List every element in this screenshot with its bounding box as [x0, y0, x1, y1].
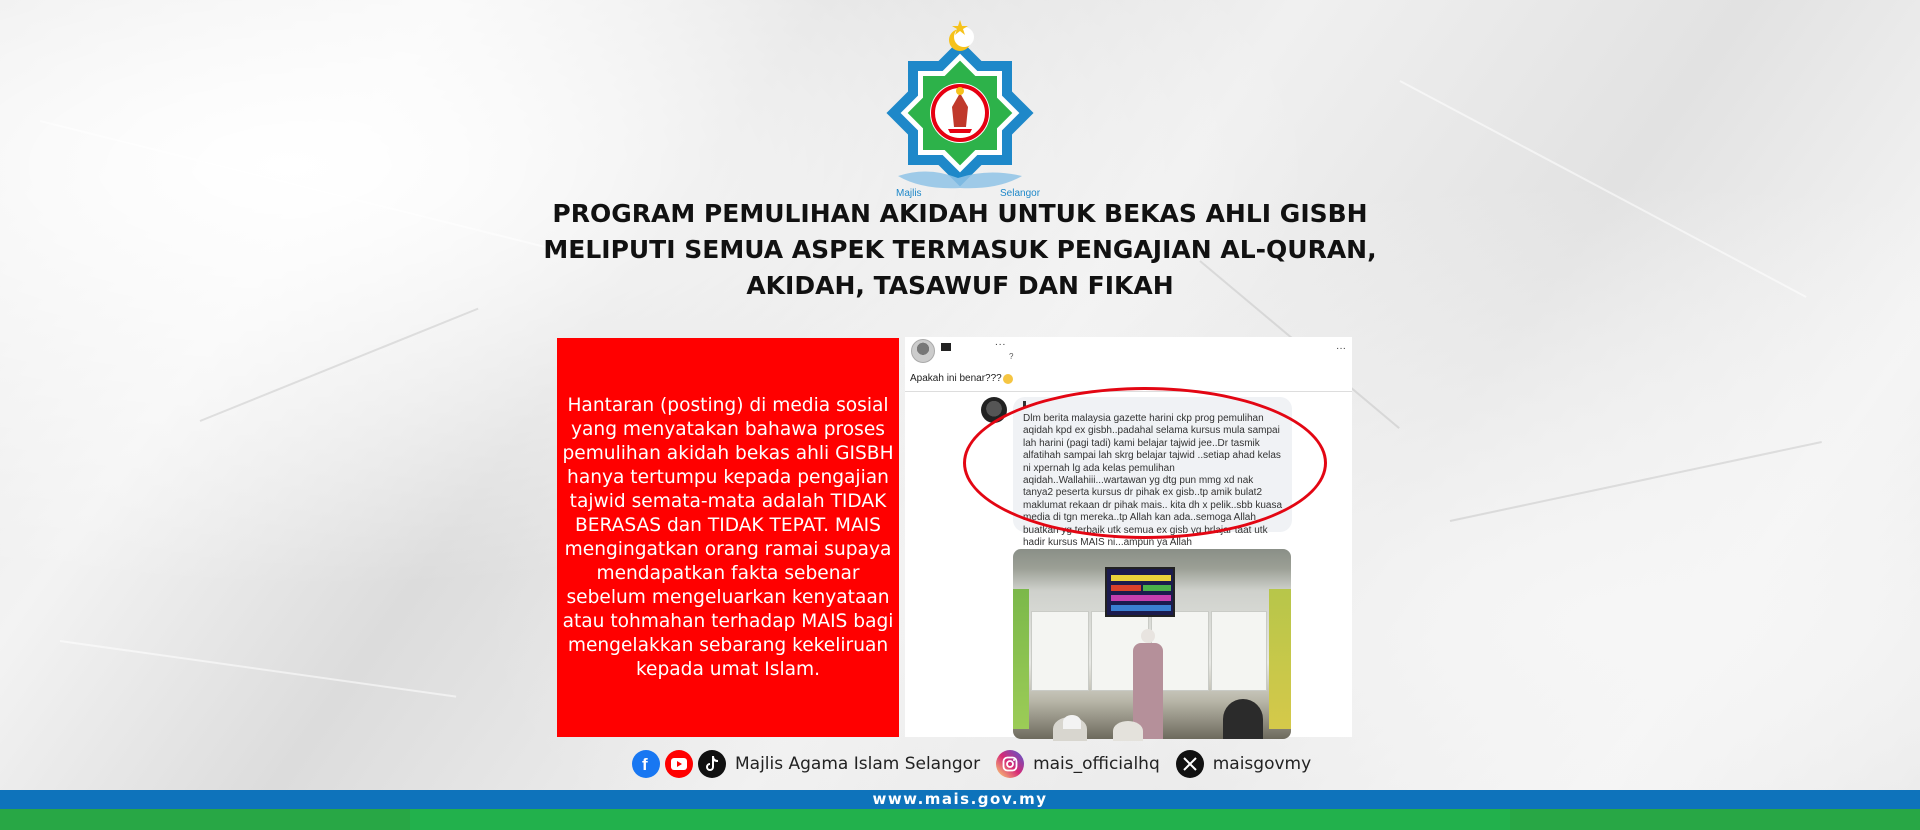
mais-star-emblem-icon — [888, 18, 1041, 199]
wall-decoration-right — [1269, 589, 1291, 729]
social-post-screenshot — [905, 337, 1352, 737]
post-question-mark: ? — [1009, 352, 1014, 361]
audience-head — [1113, 721, 1143, 741]
mais-logo — [888, 18, 1041, 199]
instagram-icon[interactable] — [996, 750, 1024, 778]
comment-text: Dlm berita malaysia gazette harini ckp prog pemulihan aqidah kpd ex gisbh..padahal selama kursus mula sampai lah harini (pagi tadi) kami belajar tajwid jee..Dr tasmik alfatihah sampai lah skrg belajar tajwid ..setiap ahad kelas ni xpernah lg ada kelas pemulihan aqidah..Wallahiii...wartawan yg dtg pun mmg xd nak tanya2 peserta kursus dr pihak ex gisb..tp amik bulat2 maklumat rekaan dr pihak mais.. kita dh x pelik..sbb kuasa media di tgn mereka..tp Allah kan ada..semoga Allah buatkan yg terbaik utk semua ex gisb yg brlajar taat utk hadir kursus MAIS ni...ampun ya Allah — [1023, 413, 1283, 549]
whiteboard-panel — [1211, 611, 1267, 691]
statement-text: Hantaran (posting) di media sosial yang menyatakan bahawa proses pemulihan akidah bekas ahli GISBH hanya tertumpu kepada pengajian tajwid semata-mata adalah TIDAK BERASAS dan TIDAK TEPAT. MAIS mengingatkan orang ramai supaya mendapatkan fakta sebenar sebelum mengeluarkan kenyataan atau tohmahan terhadap MAIS bagi mengelakkan sebarang kekeliruan kepada umat Islam. — [562, 394, 894, 680]
social-label-facebook: Majlis Agama Islam Selangor — [735, 754, 981, 774]
youtube-icon[interactable] — [665, 750, 693, 778]
whiteboard-panel — [1031, 611, 1089, 691]
post-avatar — [911, 339, 935, 363]
svg-text:f: f — [642, 755, 648, 774]
title-line-1: PROGRAM PEMULIHAN AKIDAH UNTUK BEKAS AHLI GISBH — [552, 199, 1368, 228]
title-line-2: MELIPUTI SEMUA ASPEK TERMASUK PENGAJIAN AL-QURAN, — [543, 235, 1377, 264]
post-text: Apakah ini benar??? — [910, 373, 1002, 384]
redacted-name — [941, 343, 951, 351]
audience-head — [1223, 699, 1263, 739]
footer-bar-green-center — [410, 809, 1510, 830]
post-menu-icon: ··· — [1336, 343, 1346, 354]
footer-website-link[interactable]: www.mais.gov.my — [872, 790, 1048, 808]
highlight-circle — [963, 387, 1327, 539]
svg-text:Majlis: Majlis — [896, 188, 922, 199]
page-title — [480, 196, 1440, 304]
tajwid-chart — [1105, 567, 1175, 617]
facebook-icon[interactable] — [632, 750, 660, 778]
thinking-emoji-icon — [1003, 374, 1013, 384]
tiktok-icon[interactable] — [698, 750, 726, 778]
statement-panel — [557, 338, 899, 737]
svg-text:Selangor: Selangor — [1000, 188, 1041, 199]
x-icon[interactable] — [1176, 750, 1204, 778]
social-links — [632, 749, 1327, 779]
wall-decoration — [1013, 589, 1029, 729]
classroom-photo — [1013, 549, 1291, 739]
audience-cap — [1063, 715, 1081, 729]
post-name-ellipsis: ... — [995, 337, 1007, 348]
social-label-x: maisgovmy — [1212, 754, 1312, 774]
title-line-3: AKIDAH, TASAWUF DAN FIKAH — [746, 271, 1174, 300]
social-label-instagram: mais_officialhq — [1033, 754, 1160, 774]
